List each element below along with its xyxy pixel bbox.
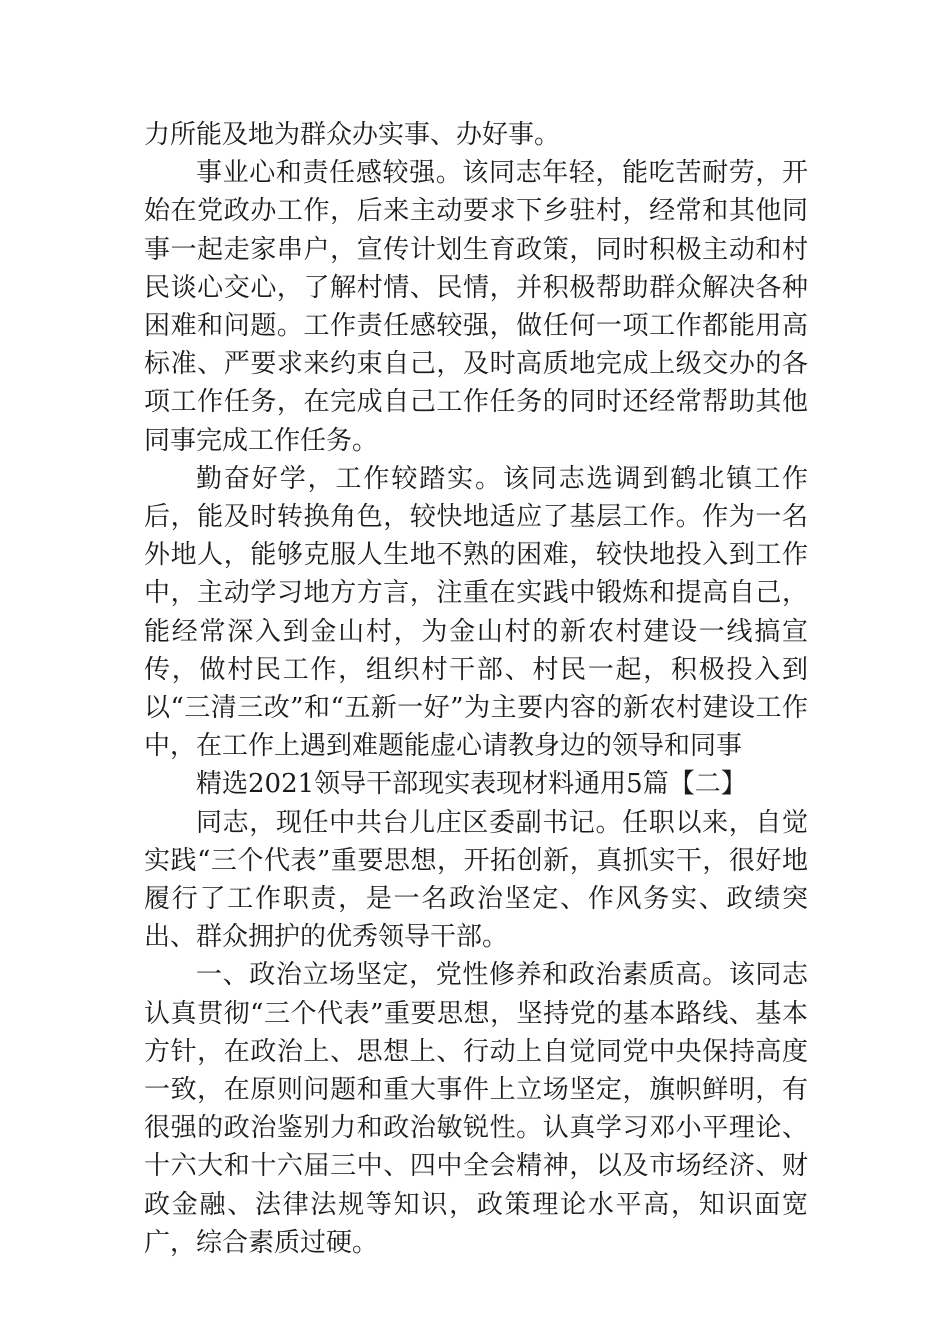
section-heading: 精选2021领导干部现实表现材料通用5篇【二】 bbox=[196, 769, 747, 800]
paragraph-diligence: 勤奋好学，工作较踏实。该同志选调到鹤北镇工作后，能及时转换角色，较快地适应了基层工作。作为一名外地人，能够克服人生地不熟的困难，较快地投入到工作中，主动学习地方方言，注重在实践中锻炼和提高自己，能经常深入到金山村，为金山村的新农村建设一线搞宣传，做村民工作，组织村干部、村民一起，积极投入到以“三清三改”和“五新一好”为主要内容的新农村建设工作中，在工作上遇到难题能虚心请教身边的领导和同事 bbox=[144, 463, 808, 762]
paragraph-introduction: 同志，现任中共台儿庄区委副书记。任职以来，自觉实践“三个代表”重要思想，开拓创新，真抓实干，很好地履行了工作职责，是一名政治坚定、作风务实、政绩突出、群众拥护的优秀领导干部。 bbox=[144, 807, 808, 953]
paragraph-continuation: 力所能及地为群众办实事、办好事。 bbox=[144, 120, 561, 150]
paragraph-political-stance: 一、政治立场坚定，党性修养和政治素质高。该同志认真贯彻“三个代表”重要思想，坚持党的基本路线、基本方针，在政治上、思想上、行动上自觉同党中央保持高度一致，在原则问题和重大事件上立场坚定，旗帜鲜明，有很强的政治鉴别力和政治敏锐性。认真学习邓小平理论、十六大和十六届三中、四中全会精神，以及市场经济、财政金融、法律法规等知识，政策理论水平高，知识面宽广，综合素质过硬。 bbox=[144, 960, 808, 1258]
document-body bbox=[144, 116, 808, 1262]
paragraph-responsibility: 事业心和责任感较强。该同志年轻，能吃苦耐劳，开始在党政办工作，后来主动要求下乡驻村，经常和其他同事一起走家串户，宣传计划生育政策，同时积极主动和村民谈心交心，了解村情、民情，并积极帮助群众解决各种困难和问题。工作责任感较强，做任何一项工作都能用高标准、严要求来约束自己，及时高质地完成上级交办的各项工作任务，在完成自己工作任务的同时还经常帮助其他同事完成工作任务。 bbox=[144, 158, 808, 456]
